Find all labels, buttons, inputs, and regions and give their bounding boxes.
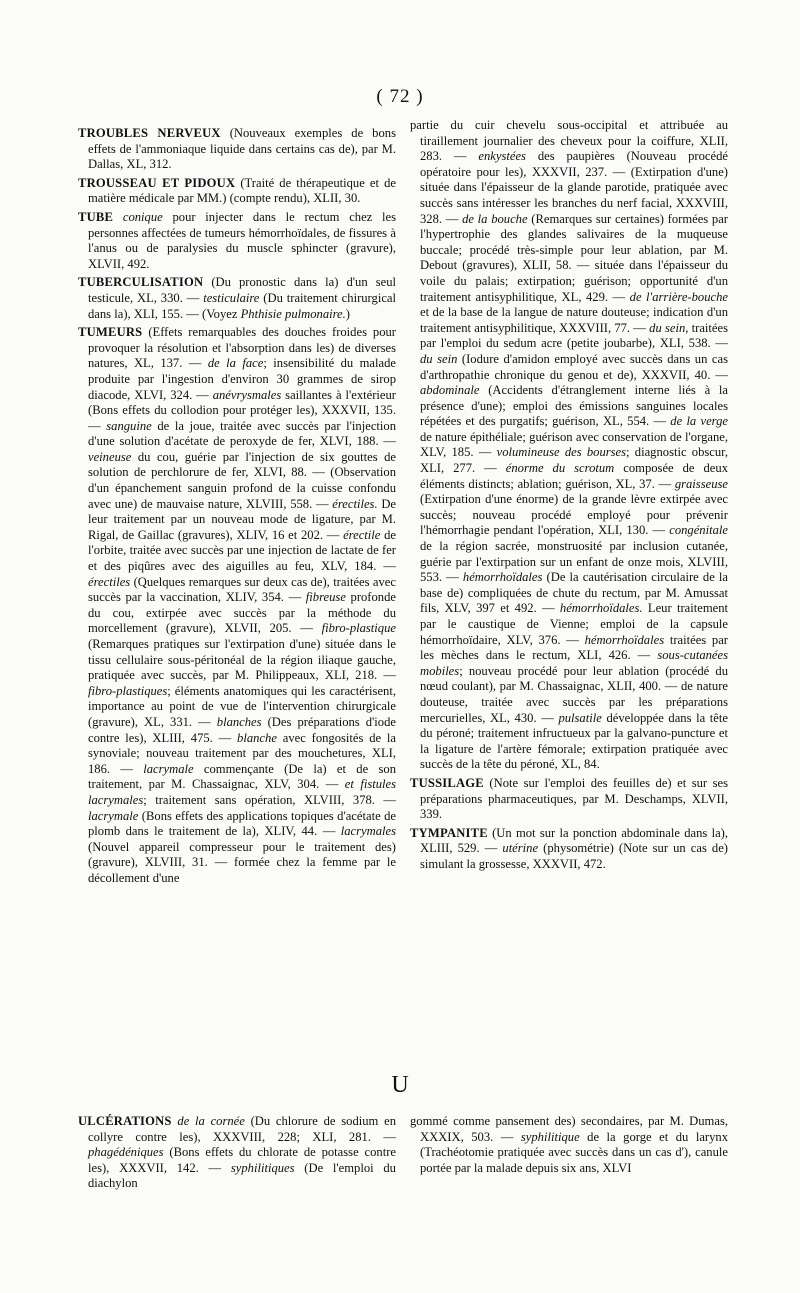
- entry-subterm: testiculaire: [203, 290, 260, 305]
- entry-text: de nature épithéliale; guérison avec conservation de l'organe, XLV, 185. —: [420, 429, 728, 460]
- entry-text: (Accidents d'étranglement interne liés à la présence d'une); emploi des émissions sanguines locales répétées et des purgatifs; guérison, XL, 554. —: [420, 383, 728, 429]
- entry-heading: TUSSILAGE: [410, 775, 484, 790]
- entry-text: (Un mot sur la ponction abdominale dans la), XLIII, 529. —: [420, 825, 728, 856]
- entry-subterm: du sein: [649, 320, 686, 335]
- entry-text: (Bons effets des applications topiques d'acétate de plomb dans le traitement de la), XLIV, 44. —: [88, 808, 396, 839]
- entry-text: de la région sacrée, monstruosité par inclusion cutanée, guérie par l'extirpation sur un enfant de onze mois, XLVIII, 553. —: [420, 539, 728, 585]
- index-entry: [410, 118, 728, 773]
- entry-subterm: lacrymales: [340, 824, 396, 839]
- entry-text: partie du cuir chevelu sous-occipital et attribuée au tiraillement journalier des cheveux pour la coiffure, XLII, 283. —: [410, 118, 728, 164]
- index-column-bottom-right: [410, 1114, 728, 1179]
- entry-subterm: graisseuse: [674, 476, 728, 491]
- entry-text: (Remarques sur certaines) formées par l'hypertrophie des glandes salivaires de la muqueuse buccale; procédé très-simple pour leur ablation, par M. Debout (gravures), XLII, 58. — située dans l'épaisseur du voile du palais; extirpation; guérison; opportunité d'un traitement antisyphilitique, XL, 429. —: [420, 211, 728, 304]
- entry-subterm: congénitale: [669, 523, 728, 538]
- entry-text: et de la base de la langue de nature douteuse; indication d'un traitement antisyphilitique, XXXVIII, 77. —: [420, 305, 728, 335]
- entry-heading: TROUBLES NERVEUX: [78, 126, 221, 140]
- entry-text: avec fongosités de la synoviale; nouveau traitement par des mouchetures, XLI, 186. —: [88, 730, 397, 776]
- entry-text: de la joue, traitée avec succès par l'injection d'une solution d'acétate de peroxyde de fer, XLVI, 188. —: [88, 418, 396, 449]
- entry-subterm: abdominale: [420, 383, 480, 398]
- section-letter: U: [391, 1072, 409, 1098]
- entry-subterm: fibro-plastiques: [88, 683, 168, 698]
- entry-heading: ULCÉRATIONS: [78, 1114, 172, 1128]
- entry-text: (Iodure d'amidon employé avec succès dans un cas d'arthropathie chronique du genou et de), XXXVII, 40. —: [420, 351, 728, 382]
- entry-text: (physométrie) (Note sur un cas de) simulant la grossesse, XXXVII, 472.: [420, 841, 728, 871]
- index-entry: [78, 325, 396, 886]
- entry-subterm: volumineuse des bourses: [496, 445, 627, 460]
- entry-subterm: de la verge: [670, 414, 728, 429]
- entry-text: (Des préparations d'iode contre les), XLIII, 475. —: [88, 714, 396, 745]
- entry-subterm: Phthisie pulmonaire.: [240, 306, 346, 321]
- entry-text: ; diagnostic obscur, XLI, 277. —: [420, 445, 729, 476]
- entry-subterm: érectiles.: [332, 496, 378, 511]
- entry-subterm: hémorrhoïdales.: [559, 601, 643, 616]
- index-column-top-right: [410, 118, 728, 876]
- entry-text: ; traitement sans opération, XLVIII, 378. —: [143, 792, 396, 807]
- entry-text: Leur traitement par le caustique de Vienne; emploi de la capsule hémorrhoïdaire, XLV, 376. —: [420, 601, 728, 647]
- entry-heading: TUBE: [78, 209, 114, 224]
- entry-text: développée dans la tête du péroné; traitement infructueux par la galvano-puncture et la ligature de l'artère fémorale; extirpation pratiquée avec succès de la tête du péroné, XL, 84.: [420, 710, 728, 772]
- entry-text: ; insensibilité du malade produite par l'ingestion d'environ 30 grammes de sirop diacode, XLVI, 324. —: [88, 356, 396, 402]
- entry-text: des paupières (Nouveau procédé opératoire pour les), XXXVII, 237. — (Extirpation d'une) située dans l'épaisseur de la glande parotide, pratiquée avec succès sans intéresser les branches du nerf facial, XXXVIII, 328. —: [420, 149, 728, 226]
- entry-text: (Extirpation d'une énorme) de la grande lèvre extirpée avec succès; nouveau procédé employé pour prévenir l'hémorrhagie pendant l'opération, XLI, 130. —: [420, 492, 728, 538]
- entry-subterm: veineuse: [88, 449, 132, 464]
- page-number: ( 72 ): [376, 86, 424, 107]
- entry-text: ): [345, 306, 350, 321]
- entry-subterm: sous-cutanées mobiles: [420, 648, 728, 678]
- entry-subterm: et fistules lacrymales: [88, 777, 397, 807]
- index-entry: [410, 826, 728, 873]
- entry-subterm: conique: [122, 209, 163, 224]
- entry-subterm: syphilitique: [520, 1129, 580, 1144]
- entry-subterm: de la cornée: [177, 1114, 245, 1128]
- entry-text: (Effets remarquables des douches froides pour provoquer la résolution et l'absorption dans les) de diverses natures, XL, 137. —: [88, 325, 396, 371]
- entry-text: de l'orbite, traitée avec succès par une injection de lactate de fer et des piqûres avec des aiguilles au feu, XLV, 184. —: [88, 527, 396, 574]
- entry-text: pour injecter dans le rectum chez les personnes affectées de tumeurs hémorrhoïdales, de fissures à l'anus ou de paralysies du muscle sphincter (gravure), XLVII, 492.: [88, 209, 396, 271]
- entry-text: saillantes à l'extérieur (Bons effets du collodion pour protéger les), XXXVII, 135. —: [88, 387, 396, 433]
- entry-subterm: blanches: [216, 714, 262, 729]
- entry-subterm: de la bouche: [462, 211, 528, 226]
- entry-subterm: fibreuse: [305, 590, 346, 605]
- entry-subterm: pulsatile: [558, 710, 602, 725]
- entry-subterm: de la face: [207, 356, 264, 371]
- entry-subterm: utérine: [502, 841, 539, 856]
- entry-heading: TYMPANITE: [410, 825, 488, 840]
- entry-heading: TUBERCULISATION: [78, 275, 204, 290]
- entry-subterm: fibro-plastique: [321, 621, 396, 636]
- entry-subterm: lacrymale: [88, 808, 139, 823]
- entry-subterm: hémorrhoïdales: [462, 570, 543, 585]
- entry-text: (Du chlorure de sodium en collyre contre les), XXXVIII, 228; XLI, 281. —: [88, 1114, 396, 1144]
- index-entry: [78, 176, 396, 207]
- entry-subterm: de l'arrière-bouche: [629, 289, 728, 304]
- entry-text: (Remarques pratiques sur l'extirpation d'une) située dans le tissu cellulaire sous-péritonéal de la région iliaque gauche, pratiquée avec succès, par M. Philippeaux, XLI, 218. —: [88, 637, 396, 683]
- entry-text: , traitées par l'emploi du sedum acre (petite joubarbe), XLI, 538. —: [420, 320, 728, 351]
- entry-subterm: érectiles: [88, 574, 131, 589]
- entry-text: De leur traitement par un nouveau mode de ligature, par M. Rigal, de Gaillac (gravures), XLIV, 16 et 202. —: [88, 496, 397, 542]
- entry-text: (Nouveaux exemples de bons effets de l'ammoniaque liquide dans certains cas de), par M. Dallas, XL, 312.: [88, 126, 396, 172]
- entry-subterm: du sein: [420, 351, 458, 366]
- index-entry: [78, 210, 396, 272]
- entry-text: du cou, guérie par l'injection de six gouttes de solution de perchlorure de fer, XLVI, 88. — (Observation d'un épanchement sanguin profond de la cuisse confondu avec une) de mauvaise nature, XLVIII, 558. —: [88, 449, 396, 511]
- entry-heading: TUMEURS: [78, 325, 143, 340]
- index-entry: [78, 1114, 396, 1192]
- entry-subterm: syphilitiques: [230, 1160, 295, 1175]
- entry-subterm: phagédéniques: [88, 1145, 164, 1160]
- entry-text: [113, 210, 123, 224]
- index-entry: [410, 776, 728, 823]
- entry-text: (Du pronostic dans la) d'un seul testicule, XL, 330. —: [88, 275, 396, 305]
- entry-text: gommé comme pansement des) secondaires, par M. Dumas, XXXIX, 503. —: [410, 1114, 728, 1144]
- entry-text: ; nouveau procédé pour leur ablation (procédé du nœud coulant), par M. Chassaignac, XLII, 400. — de nature douteuse, traitée avec succès par les préparations mercurielles, XL, 430. —: [420, 663, 728, 725]
- index-column-bottom-left: [78, 1114, 396, 1195]
- entry-subterm: sanguine: [106, 418, 152, 433]
- entry-text: de la gorge et du larynx (Trachéotomie pratiquée avec succès dans un cas d'), canule portée par la malade depuis six ans, XLVI: [420, 1129, 728, 1175]
- index-column-top-left: [78, 126, 396, 890]
- entry-subterm: blanche: [237, 730, 277, 745]
- entry-subterm: lacrymale: [143, 761, 194, 776]
- index-entry: [78, 126, 396, 173]
- entry-text: (De la cautérisation circulaire de la base de) compliquées de chute du rectum, par M. Amussat fils, XLV, 397 et 492. —: [420, 570, 728, 616]
- entry-subterm: énorme du scrotum: [505, 461, 615, 476]
- entry-text: (Bons effets du chlorate de potasse contre les), XXXVII, 142. —: [88, 1145, 396, 1175]
- entry-text: commençante (De la) et de son traitement, par M. Chassaignac, XLV, 304. —: [88, 761, 396, 792]
- index-entry: [410, 1114, 728, 1176]
- entry-text: (Traité de thérapeutique et de matière médicale par MM.) (compte rendu), XLII, 30.: [88, 175, 397, 206]
- entry-text: profonde du cou, extirpée avec succès par la méthode du morcellement (gravure), XLVII, 205. —: [88, 590, 396, 636]
- entry-text: (De l'emploi du diachylon: [88, 1160, 396, 1191]
- entry-subterm: enkystées: [478, 149, 526, 164]
- entry-subterm: anévrysmales: [212, 387, 282, 402]
- entry-text: ; éléments anatomiques qui les caractérisent, importance au point de vue de l'intervention chirurgicale (gravure), XL, 331. —: [88, 683, 396, 729]
- entry-subterm: hémorrhoïdales: [584, 632, 665, 647]
- entry-text: (Note sur l'emploi des feuilles de) et sur ses préparations pharmaceutiques, par M. Deschamps, XLVII, 339.: [420, 775, 728, 822]
- entry-text: (Quelques remarques sur deux cas de), traitées avec succès par la vaccination, XLIV, 354. —: [88, 574, 396, 605]
- index-entry: [78, 275, 396, 322]
- entry-heading: TROUSSEAU ET PIDOUX: [78, 175, 236, 190]
- entry-subterm: érectile: [343, 527, 381, 542]
- entry-text: traitées par les mèches dans le rectum, XLI, 426. —: [420, 632, 728, 663]
- entry-text: composée de deux éléments distincts; ablation; guérison, XL, 37. —: [420, 461, 728, 491]
- entry-text: (Du traitement chirurgical dans la), XLI, 155. — (Voyez: [88, 290, 396, 321]
- entry-text: (Nouvel appareil compresseur pour le traitement des) (gravure), XLVIII, 31. — formée chez la femme par le décollement d'une: [88, 839, 396, 885]
